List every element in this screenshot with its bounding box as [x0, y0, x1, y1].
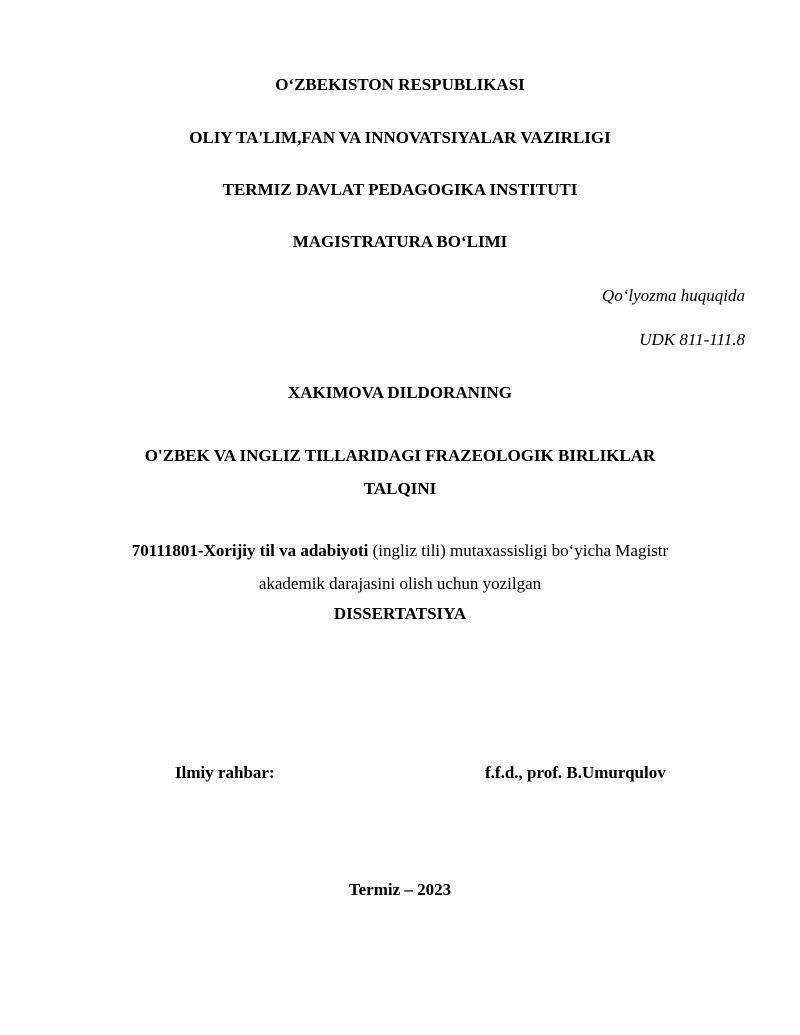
ministry-heading: OLIY TA'LIM,FAN VA INNOVATSIYALAR VAZIRLIGI	[189, 128, 611, 147]
place-and-year: Termiz – 2023	[348, 880, 452, 899]
manuscript-rights-note: Qo‘lyozma huquqida	[601, 286, 745, 305]
thesis-title-line-1: O'ZBEK VA INGLIZ TILLARIDAGI FRAZEOLOGIK BIRLIKLAR	[144, 446, 656, 465]
author-name: XAKIMOVA DILDORANING	[287, 383, 512, 402]
specialty-line-2: akademik darajasini olish uchun yozilgan	[258, 574, 542, 593]
specialty-line-1	[0, 541, 800, 561]
specialty-description: (ingliz tili) mutaxassisligi bo‘yicha Magistr	[368, 541, 669, 560]
specialty-code: 70111801-Xorijiy til va adabiyoti	[131, 541, 369, 560]
supervisor-name: f.f.d., prof. B.Umurqulov	[485, 763, 666, 782]
supervisor-label: Ilmiy rahbar:	[175, 763, 275, 782]
institute-heading: TERMIZ DAVLAT PEDAGOGIKA INSTITUTI	[222, 180, 578, 199]
thesis-title-line-2: TALQINI	[363, 479, 437, 498]
republic-heading: O‘ZBEKISTON RESPUBLIKASI	[275, 75, 525, 94]
document-type: DISSERTATSIYA	[333, 604, 467, 623]
udk-code: UDK 811-111.8	[639, 330, 745, 349]
department-heading: MAGISTRATURA BO‘LIMI	[292, 232, 508, 251]
